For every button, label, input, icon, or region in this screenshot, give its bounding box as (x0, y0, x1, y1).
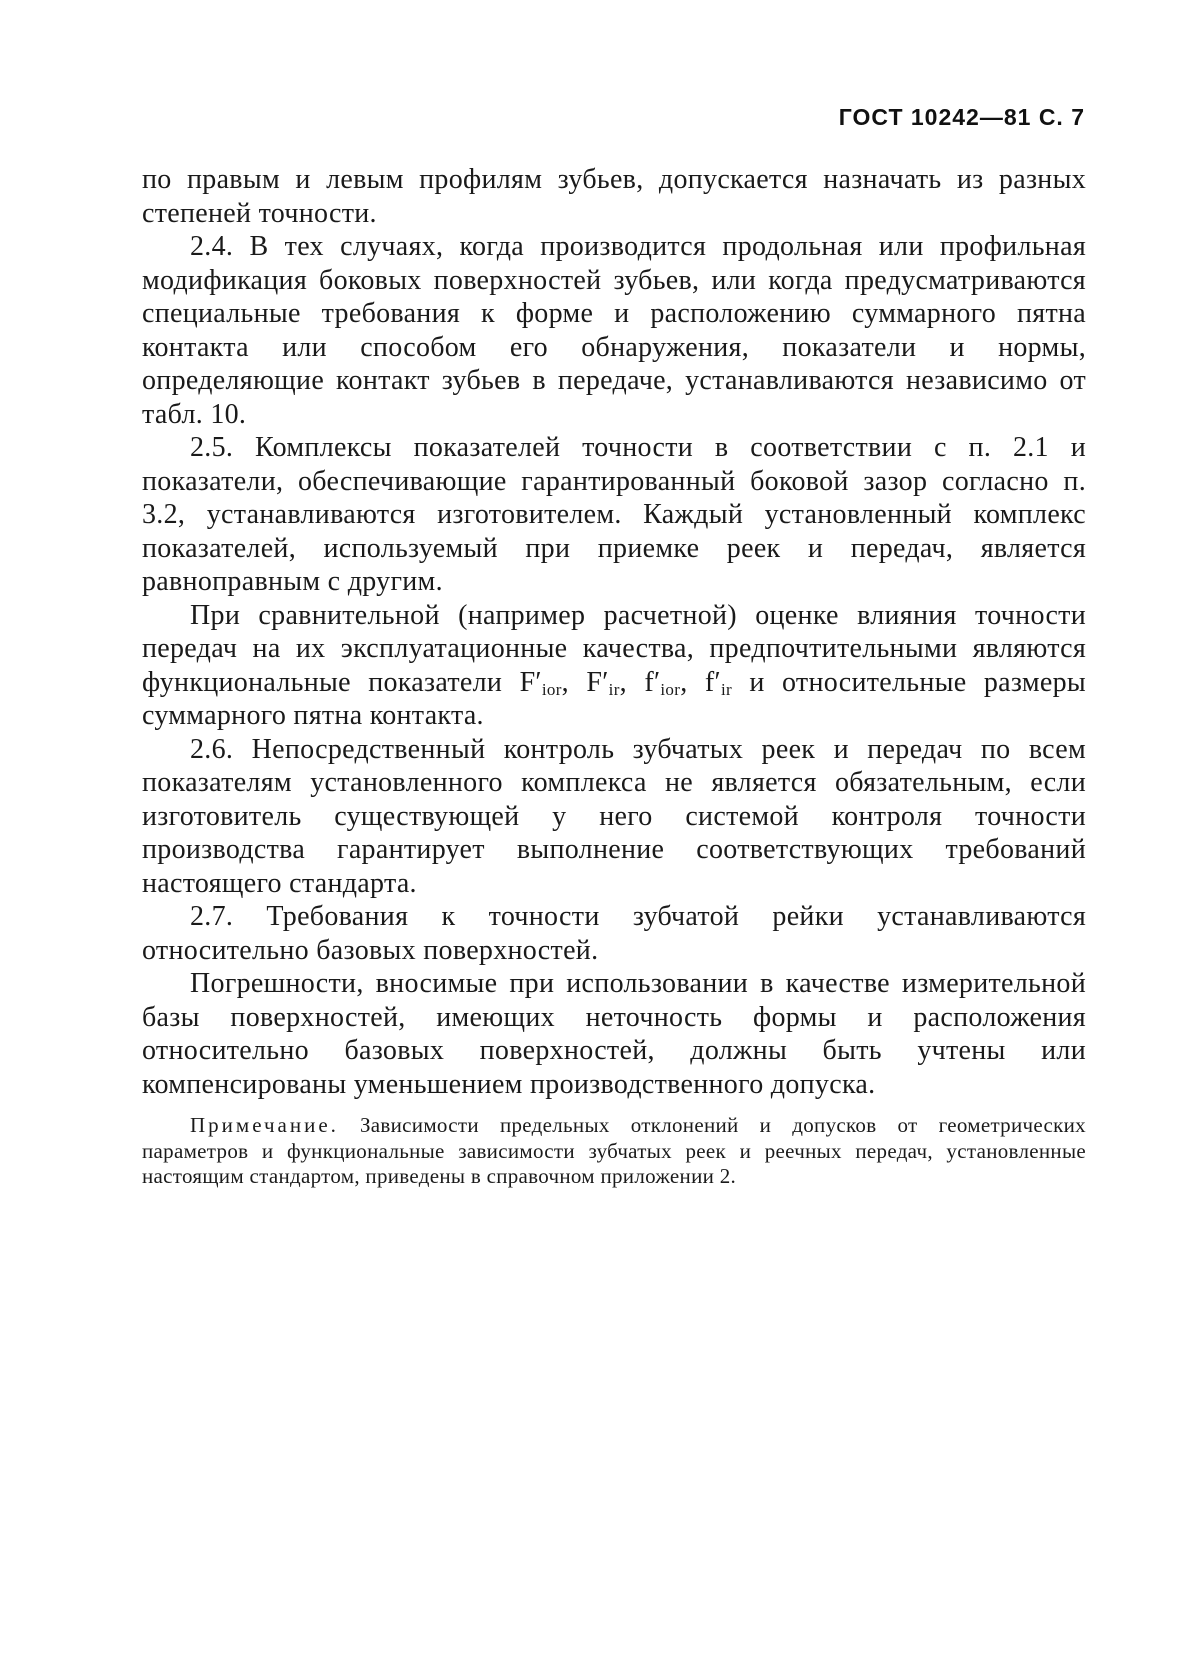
paragraph-errors: Погрешности, вносимые при использовании в качестве измерительной базы поверхностей, имеющих неточность формы и расположения относительно базовых поверхностей, должны быть учтены или компенсированы уменьшением производственного допуска. (142, 968, 1086, 1100)
paragraph-comparative-assessment: При сравнительной (например расчетной) оценке влияния точности передач на их эксплуатационные качества, предпочтительными являются функциональные показатели $F'_{ior}$, $F'_{ir}$, $f'_{ior}$, $f'_{ir}$ и относительные размеры суммарного пятна контакта. (142, 599, 1086, 731)
paragraph-2-6: 2.6. Непосредственный контроль зубчатых реек и передач по всем показателям установленного комплекса не является обязательным, если изготовитель существующей у него системой контроля точности производства гарантирует выполнение соответствующих требований настоящего стандарта. (142, 733, 1086, 899)
symbol-f-ior-upper: $F'_{ior}$ (519, 666, 562, 699)
paragraph-continuation: по правым и левым профилям зубьев, допускается назначать из разных степеней точности. (142, 164, 1086, 229)
paragraph-text-before: При сравнительной (например расчетной) оценке влияния точности передач на их эксплуатационные качества, предпочтительными являются функциональные показатели (142, 599, 1086, 698)
paragraph-2-4: 2.4. В тех случаях, когда производится продольная или профильная модификация боковых поверхностей зубьев, или когда предусматриваются специальные требования к форме и расположению суммарного пятна контакта или способом его обнаружения, показатели и нормы, определяющие контакт зубьев в передаче, устанавливаются независимо от табл. 10. (142, 231, 1086, 430)
symbol-f-ior-lower: $f'_{ior}$ (644, 666, 681, 699)
paragraph-text-after: и относительные размеры суммарного пятна контакта. (142, 666, 1086, 731)
note-text: Зависимости предельных отклонений и допусков от геометрических параметров и функциональные зависимости зубчатых реек и реечных передач, установленные настоящим стандартом, приведены в справочном приложении 2. (142, 1113, 1086, 1188)
page-header: ГОСТ 10242—81 С. 7 (838, 104, 1085, 130)
paragraph-2-7: 2.7. Требования к точности зубчатой рейки устанавливаются относительно базовых поверхностей. (142, 901, 1086, 966)
note-lead: Примечание. (190, 1113, 339, 1137)
note (142, 1113, 1086, 1190)
symbol-f-ir-upper: $F'_{ir}$ (586, 666, 620, 699)
body-text (142, 163, 1086, 1190)
symbol-f-ir-lower: $f'_{ir}$ (704, 666, 732, 699)
paragraph-2-5: 2.5. Комплексы показателей точности в соответствии с п. 2.1 и показатели, обеспечивающие гарантированный боковой зазор согласно п. 3.2, устанавливаются изготовителем. Каждый установленный комплекс показателей, используемый при приемке реек и передач, является равноправным с другим. (142, 432, 1086, 597)
